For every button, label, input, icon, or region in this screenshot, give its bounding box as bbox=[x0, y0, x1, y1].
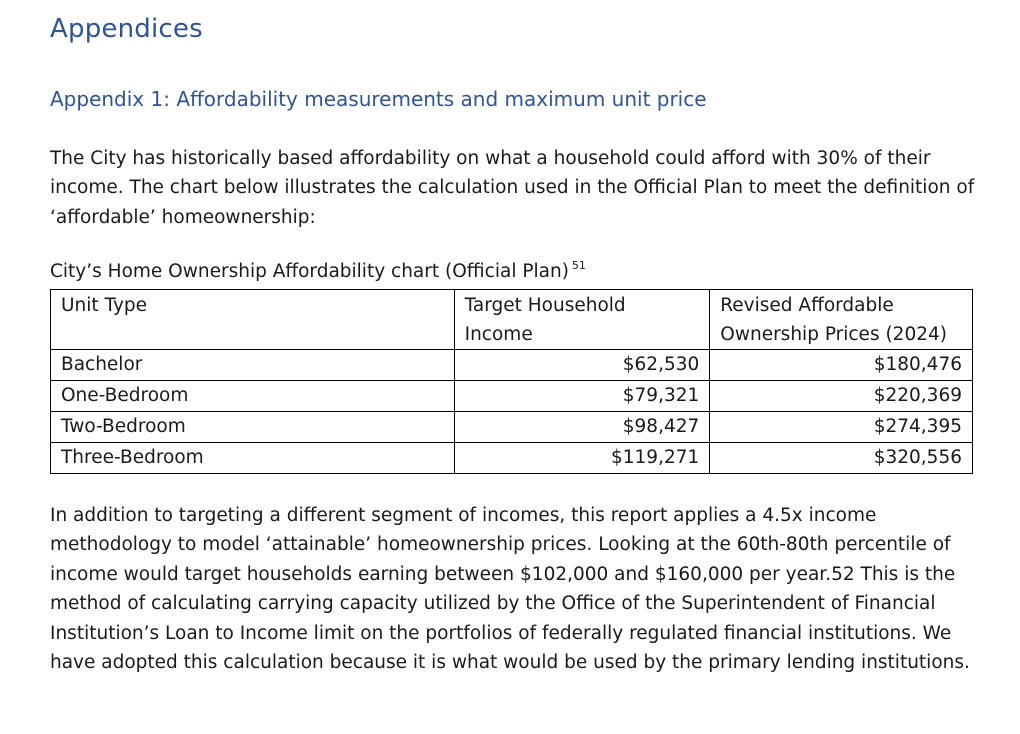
header-target-household-income: Target Household Income bbox=[454, 290, 710, 350]
closing-paragraph: In addition to targeting a different segment of incomes, this report applies a 4.5x income methodology to model ‘attainable’ homeownership prices. Looking at the 60th-80th percentile of income would target households earning between $102,000 and $160,000 per year.52 This is the method of calculating carrying capacity utilized by the Office of the Superintendent of Financial Institution’s Loan to Income limit on the portfolios of federally regulated financial institutions. We have adopted this calculation because it is what would be used by the primary lending institutions. bbox=[50, 505, 970, 674]
cell-income: $62,530 bbox=[454, 350, 710, 381]
table-row bbox=[51, 381, 973, 412]
header-revised-affordable-prices: Revised Affordable Ownership Prices (2024) bbox=[710, 290, 973, 350]
cell-unit-type: Bachelor bbox=[51, 350, 455, 381]
table-row bbox=[51, 412, 973, 443]
cell-price: $220,369 bbox=[710, 381, 973, 412]
page-heading: Appendices bbox=[50, 14, 203, 44]
cell-price: $320,556 bbox=[710, 443, 973, 474]
cell-income: $119,271 bbox=[454, 443, 710, 474]
table-row bbox=[51, 443, 973, 474]
cell-unit-type: Two-Bedroom bbox=[51, 412, 455, 443]
cell-unit-type: One-Bedroom bbox=[51, 381, 455, 412]
cell-price: $180,476 bbox=[710, 350, 973, 381]
table-header-row bbox=[51, 290, 973, 350]
affordability-table bbox=[50, 289, 973, 474]
header-unit-type: Unit Type bbox=[51, 290, 455, 350]
table-caption-footnote: 51 bbox=[571, 259, 586, 272]
table-row bbox=[51, 350, 973, 381]
cell-income: $79,321 bbox=[454, 381, 710, 412]
cell-income: $98,427 bbox=[454, 412, 710, 443]
table-caption bbox=[50, 259, 586, 282]
appendix-subheading: Appendix 1: Affordability measurements and maximum unit price bbox=[50, 87, 707, 111]
intro-paragraph: The City has historically based affordability on what a household could afford with 30% of their income. The chart below illustrates the calculation used in the Official Plan to meet the definition of ‘affordable’ homeownership: bbox=[50, 148, 975, 228]
table-caption-text: City’s Home Ownership Affordability chart (Official Plan) bbox=[50, 261, 569, 282]
cell-price: $274,395 bbox=[710, 412, 973, 443]
cell-unit-type: Three-Bedroom bbox=[51, 443, 455, 474]
